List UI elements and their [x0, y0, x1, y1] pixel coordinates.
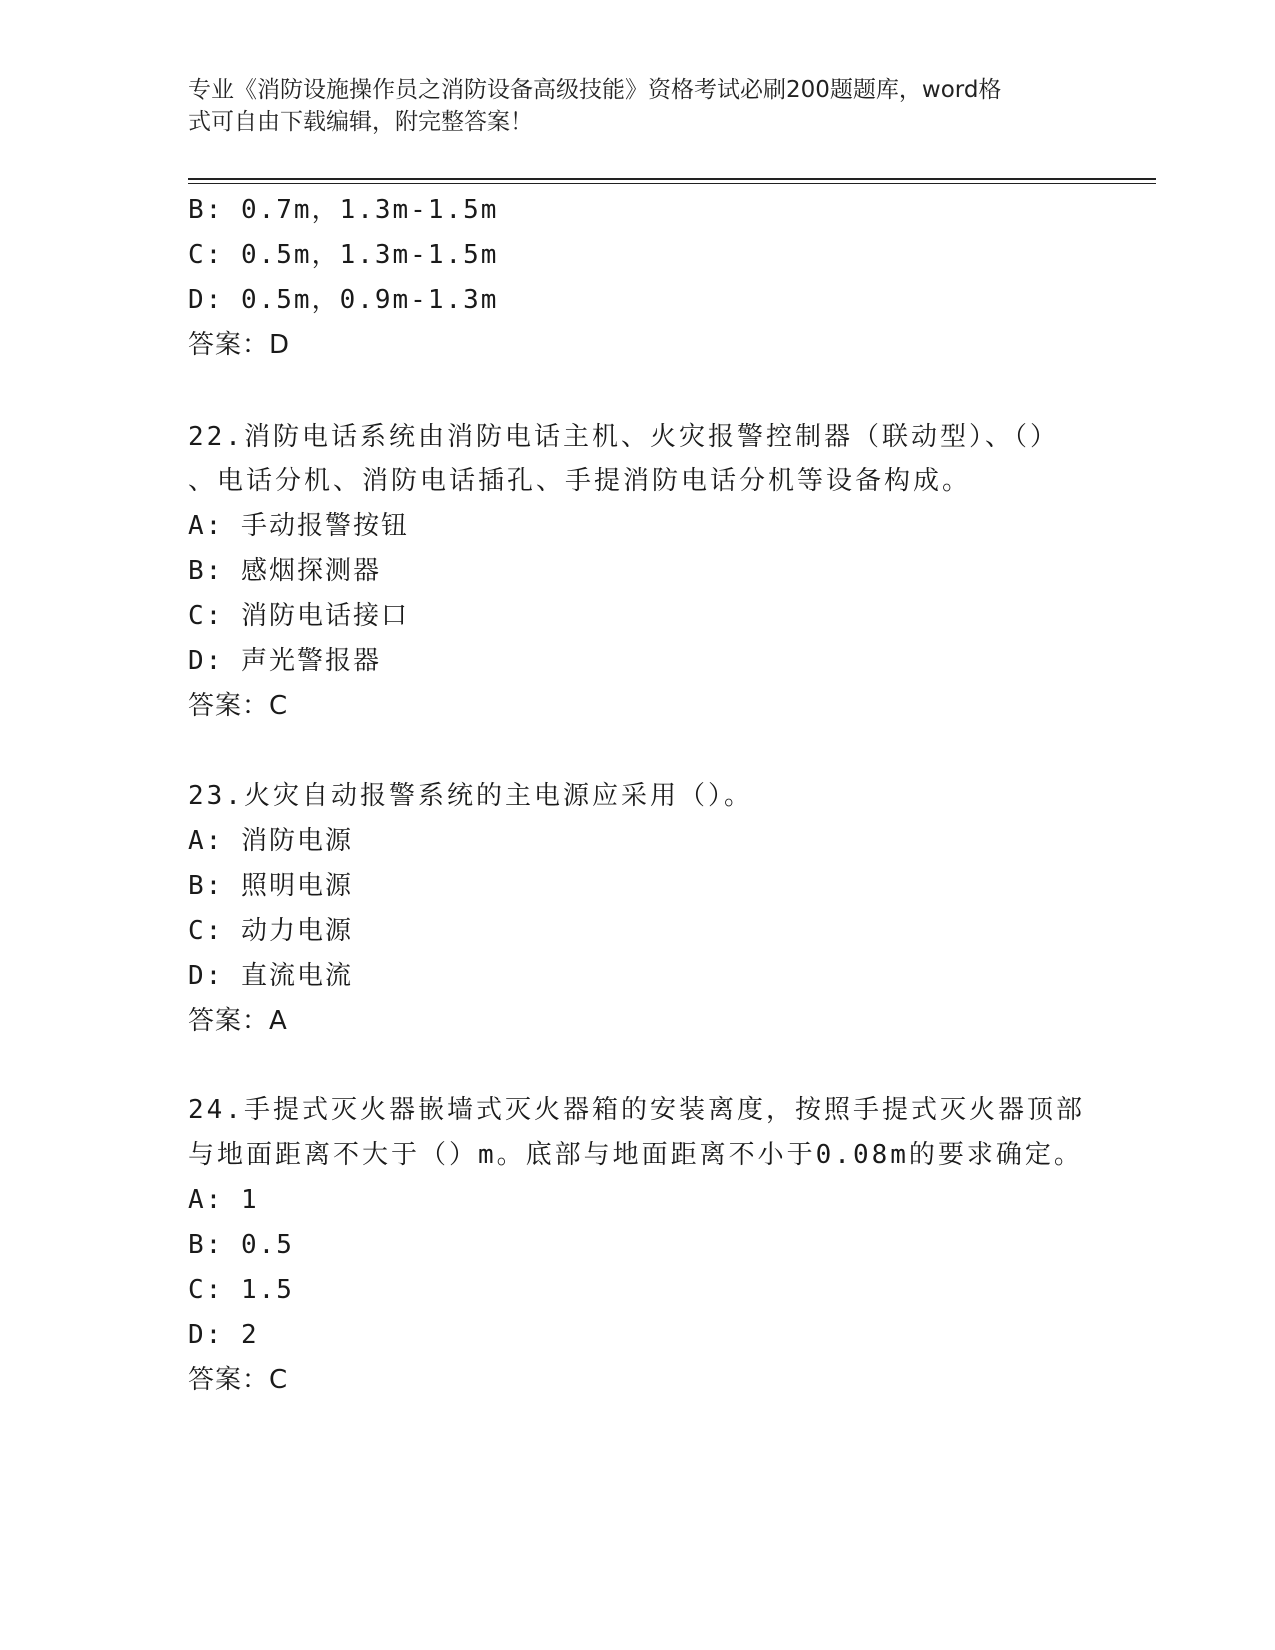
header-line-1: 专业《消防设施操作员之消防设备高级技能》资格考试必刷200题题库，word格 [188, 77, 1002, 103]
q21-option-c: C: 0.5m，1.3m-1.5m [188, 240, 499, 270]
q24-stem-line-1: 24.手提式灭火器嵌墙式灭火器箱的安装离度，按照手提式灭火器顶部 [188, 1095, 1085, 1125]
q22-option-a: A: 手动报警按钮 [188, 511, 409, 541]
header-divider-thick [188, 178, 1156, 180]
q24-option-d: D: 2 [188, 1320, 259, 1350]
q23-answer: 答案：A [188, 1006, 288, 1036]
q22-answer: 答案：C [188, 691, 289, 721]
q21-option-b: B: 0.7m，1.3m-1.5m [188, 195, 499, 225]
q24-option-c: C: 1.5 [188, 1275, 294, 1305]
q23-option-b: B: 照明电源 [188, 871, 353, 901]
q22-option-d: D: 声光警报器 [188, 646, 381, 676]
document-header [188, 74, 1068, 138]
q23-option-a: A: 消防电源 [188, 826, 353, 856]
q24-option-a: A: 1 [188, 1185, 259, 1215]
q23-stem-line-1: 23.火灾自动报警系统的主电源应采用（）。 [188, 781, 753, 811]
q21-answer: 答案：D [188, 330, 291, 360]
q23-option-c: C: 动力电源 [188, 916, 353, 946]
q24-stem-line-2: 与地面距离不大于（）m。底部与地面距离不小于0.08m的要求确定。 [188, 1140, 1083, 1170]
q24-option-b: B: 0.5 [188, 1230, 294, 1260]
header-line-2: 式可自由下载编辑，附完整答案！ [188, 109, 533, 135]
q23-option-d: D: 直流电流 [188, 961, 353, 991]
q22-option-b: B: 感烟探测器 [188, 556, 381, 586]
q22-stem-line-2: 、电话分机、消防电话插孔、手提消防电话分机等设备构成。 [188, 466, 972, 496]
q22-option-c: C: 消防电话接口 [188, 601, 409, 631]
header-divider-thin [188, 183, 1156, 184]
q21-option-d: D: 0.5m，0.9m-1.3m [188, 285, 499, 315]
q24-answer: 答案：C [188, 1365, 289, 1395]
q22-stem-line-1: 22.消防电话系统由消防电话主机、火灾报警控制器（联动型）、（） [188, 422, 1059, 452]
